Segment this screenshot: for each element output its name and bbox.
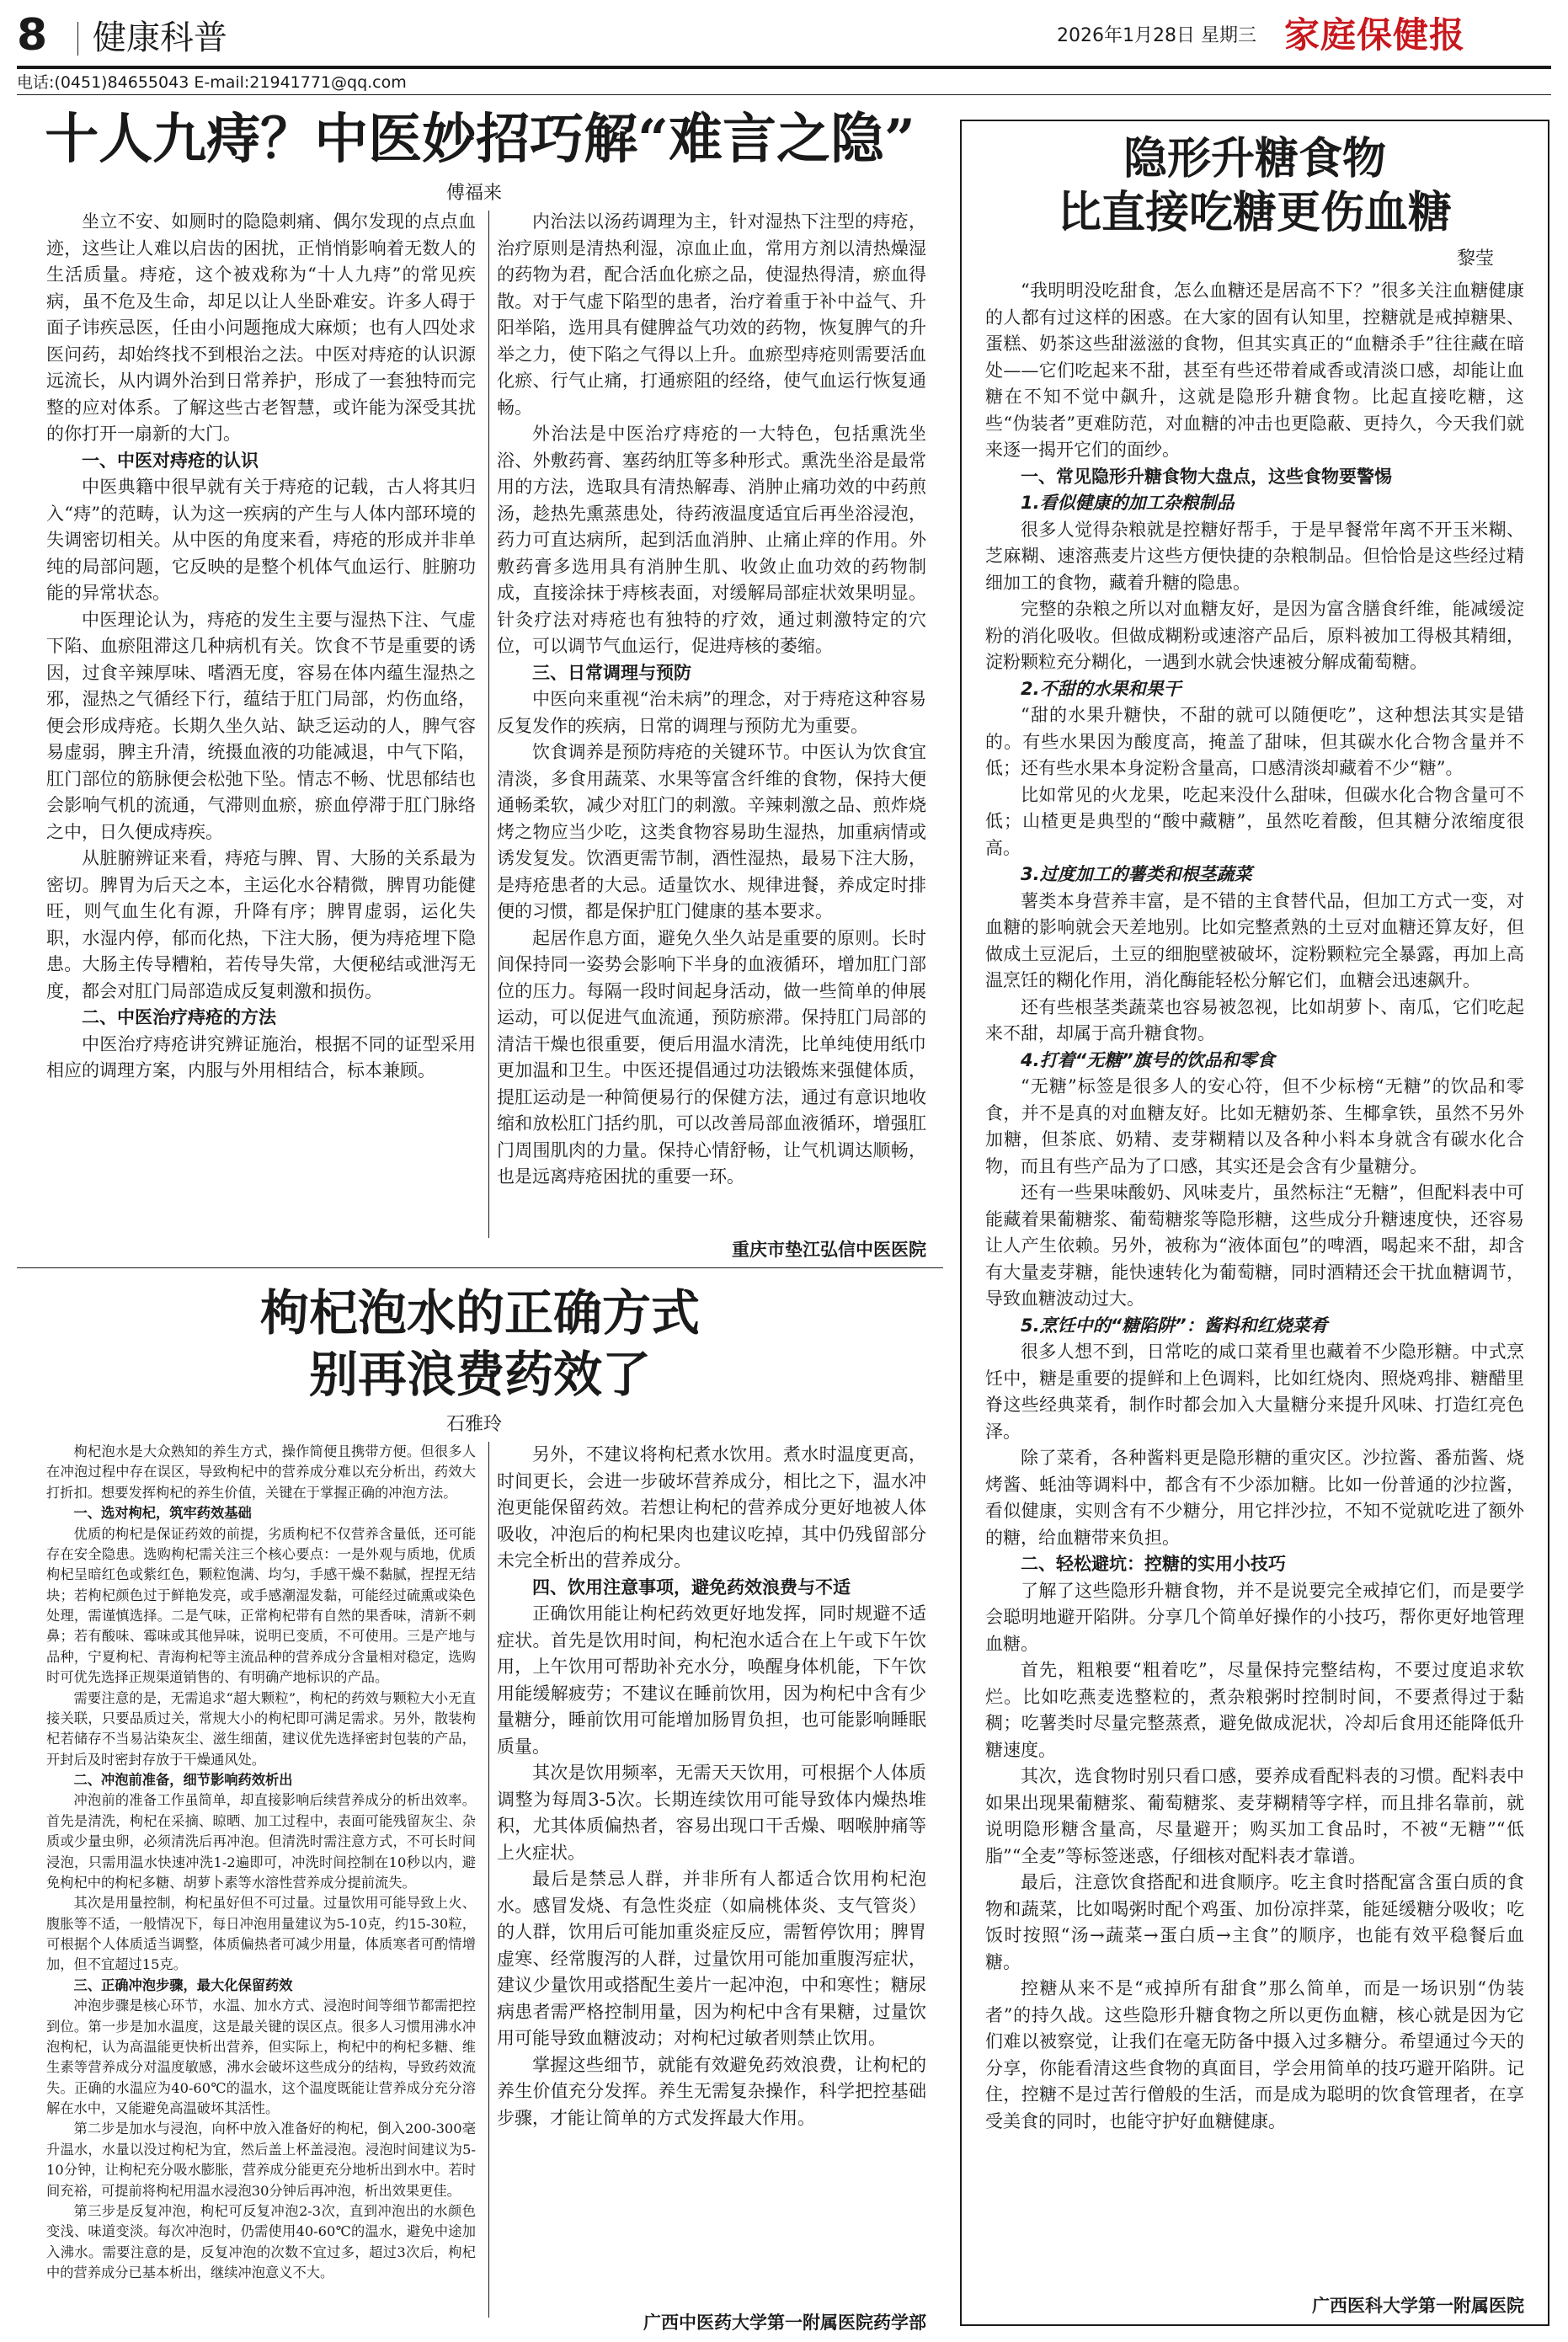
body-paragraph: 另外，不建议将枸杞煮水饮用。煮水时温度更高，时间更长，会进一步破坏营养成分，相比之下，温水冲泡更能保留药效。若想让枸杞的营养成分更好地被人体吸收，冲泡后的枸杞果肉也建议吃掉，其中仍残留部分未完全析出的营养成分。 xyxy=(497,1444,926,1571)
article1-column-left xyxy=(46,209,476,1245)
body-paragraph: 正确饮用能让枸杞药效更好地发挥，同时规避不适症状。首先是饮用时间，枸杞泡水适合在上午或下午饮用，上午饮用可帮助补充水分，唤醒身体机能，下午饮用能缓解疲劳；不建议在睡前饮用，因为枸杞中含有少量糖分，睡前饮用可能增加肠胃负担，也可能影响睡眠质量。 xyxy=(497,1603,926,1757)
body-paragraph: 最后是禁忌人群，并非所有人都适合饮用枸杞泡水。感冒发烧、有急性炎症（如扁桃体炎、支气管炎）的人群，饮用后可能加重炎症反应，需暂停饮用；脾胃虚寒、经常腹泻的人群，过量饮用可能加重腹泻症状，建议少量饮用或搭配生姜片一起冲泡，中和寒性；糖尿病患者需严格控制用量，因为枸杞中含有果糖，过量饮用可能导致血糖波动；对枸杞过敏者则禁止饮用。 xyxy=(497,1869,926,2048)
article1-affiliation: 重庆市垫江弘信中医医院 xyxy=(732,1240,926,1260)
body-paragraph: 冲泡步骤是核心环节，水温、加水方式、浸泡时间等细节都需把控到位。第一步是加水温度，这是最关键的误区点。很多人习惯用沸水冲泡枸杞，认为高温能更快析出营养，但实际上，枸杞中的枸杞多糖、维生素等营养成分对温度敏感，沸水会破坏这些成分的结构，导致药效流失。正确的水温应为40-60℃的温水，这个温度既能让营养成分充分溶解在水中，又能避免高温破坏其活性。 xyxy=(46,1998,476,2116)
body-paragraph: 其次是用量控制，枸杞虽好但不可过量。过量饮用可能导致上火、腹胀等不适，一般情况下，每日冲泡用量建议为5-10克，约15-30粒，可根据个人体质适当调整，体质偏热者可减少用量，体质寒者可酌情增加，但不宜超过15克。 xyxy=(46,1895,476,1973)
article3-title-line1: 隐形升糖食物 xyxy=(1123,133,1386,184)
body-paragraph: 除了菜肴，各种酱料更是隐形糖的重灾区。沙拉酱、番茄酱、烧烤酱、蚝油等调料中，都含有不少添加糖。比如一份普通的沙拉酱，看似健康，实则含有不少糖分，用它拌沙拉，不知不觉就吃进了额外的糖，给血糖带来负担。 xyxy=(985,1448,1524,1548)
article1-title: 十人九痔？中医妙招巧解“难言之隐” xyxy=(45,108,915,171)
subheading: 二、轻松避坑：控糖的实用小技巧 xyxy=(1021,1554,1286,1574)
article2-title-line1: 枸杞泡水的正确方式 xyxy=(259,1284,700,1342)
subheading: 5.烹饪中的“糖陷阱”：酱料和红烧菜肴 xyxy=(1021,1315,1328,1336)
header-divider xyxy=(77,22,78,56)
subheading: 2.不甜的水果和果干 xyxy=(1021,678,1181,699)
body-paragraph: 中医理论认为，痔疮的发生主要与湿热下注、气虚下陷、血瘀阻滞这几种病机有关。饮食不节是重要的诱因，过食辛辣厚味、嗜酒无度，容易在体内蕴生湿热之邪，湿热之气循经下行，蕴结于肛门局部，灼伤血络，便会形成痔疮。长期久坐久站、缺乏运动的人，脾气容易虚弱，脾主升清，统摄血液的功能减退，中气下陷，肛门部位的筋脉便会松弛下坠。情志不畅、忧思郁结也会影响气机的流通，气滞则血瘀，瘀血停滞于肛门脉络之中，日久便成痔疾。 xyxy=(46,609,476,842)
body-paragraph: 枸杞泡水是大众熟知的养生方式，操作简便且携带方便。但很多人在冲泡过程中存在误区，导致枸杞中的营养成分难以充分析出，药效大打折扣。想要发挥枸杞的养生价值，关键在于掌握正确的冲泡方法。 xyxy=(46,1443,476,1501)
subheading: 1.看似健康的加工杂粮制品 xyxy=(1021,493,1235,513)
body-paragraph: 冲泡前的准备工作虽简单，却直接影响后续营养成分的析出效率。首先是清洗，枸杞在采摘、晾晒、加工过程中，表面可能残留灰尘、杂质或少量虫卵，必须清洗后再冲泡。但清洗时需注意方式，不可长时间浸泡，只需用温水快速冲洗1-2遍即可，冲洗时间控制在10秒以内，避免枸杞中的枸杞多糖、胡萝卜素等水溶性营养成分提前流失。 xyxy=(46,1792,476,1891)
body-paragraph: 掌握这些细节，就能有效避免药效浪费，让枸杞的养生价值充分发挥。养生无需复杂操作，科学把控基础步骤，才能让简单的方式发挥最大作用。 xyxy=(497,2054,926,2128)
body-paragraph: 饮食调养是预防痔疮的关键环节。中医认为饮食宜清淡，多食用蔬菜、水果等富含纤维的食物，保持大便通畅柔软，减少对肛门的刺激。辛辣刺激之品、煎炸烧烤之物应当少吃，这类食物容易助生湿热，加重病情或诱发复发。饮酒更需节制，酒性湿热，最易下注大肠，是痔疮患者的大忌。适量饮水、规律进餐，养成定时排便的习惯，都是保护肛门健康的基本要求。 xyxy=(497,742,926,921)
body-paragraph: 坐立不安、如厕时的隐隐刺痛、偶尔发现的点点血迹，这些让人难以启齿的困扰，正悄悄影响着无数人的生活质量。痔疮，这个被戏称为“十人九痔”的常见疾病，虽不危及生命，却足以让人坐卧难安。许多人碍于面子讳疾忌医，任由小问题拖成大麻烦；也有人四处求医问药，却始终找不到根治之法。中医对痔疮的认识源远流长，从内调外治到日常养护，形成了一套独特而完整的应对体系。了解这些古老智慧，或许能为深受其扰的你打开一扇新的大门。 xyxy=(46,211,476,444)
page-number: 8 xyxy=(17,10,48,61)
issue-date: 2026年1月28日 星期三 xyxy=(1057,25,1256,46)
body-paragraph: 了解了这些隐形升糖食物，并不是说要完全戒掉它们，而是要学会聪明地避开陷阱。分享几个简单好操作的小技巧，帮你更好地管理血糖。 xyxy=(985,1580,1524,1654)
article2-affiliation: 广西中医药大学第一附属医院药学部 xyxy=(643,2313,926,2333)
body-paragraph: 需要注意的是，无需追求“超大颗粒”，枸杞的药效与颗粒大小无直接关联，只要品质过关，常规大小的枸杞即可满足需求。另外，散装枸杞若储存不当易沾染灰尘、滋生细菌，建议优先选择密封包装的产品，开封后及时密封存放于干燥通风处。 xyxy=(46,1689,476,1768)
article1-author: 傅福来 xyxy=(446,183,503,204)
subheading: 二、中医治疗痔疮的方法 xyxy=(82,1007,276,1027)
body-paragraph: 第三步是反复冲泡，枸杞可反复冲泡2-3次，直到冲泡出的水颜色变浅、味道变淡。每次冲泡时，仍需使用40-60℃的温水，避免中途加入沸水。需要注意的是，反复冲泡的次数不宜过多，超过3次后，枸杞中的营养成分已基本析出，继续冲泡意义不大。 xyxy=(46,2202,476,2281)
subheading: 一、选对枸杞，筑牢药效基础 xyxy=(73,1505,252,1522)
contact-rule xyxy=(17,94,1551,95)
body-paragraph: 中医治疗痔疮讲究辨证施治，根据不同的证型采用相应的调理方案，内服与外用相结合，标本兼顾。 xyxy=(46,1033,476,1080)
section-title: 健康科普 xyxy=(93,19,227,57)
body-paragraph: 最后，注意饮食搭配和进食顺序。吃主食时搭配富含蛋白质的食物和蔬菜，比如喝粥时配个鸡蛋、加份凉拌菜，能延缓糖分吸收；吃饭时按照“汤→蔬菜→蛋白质→主食”的顺序，也能有效平稳餐后血糖。 xyxy=(985,1872,1524,1972)
article1-column-divider xyxy=(488,211,489,1238)
subheading: 四、饮用注意事项，避免药效浪费与不适 xyxy=(532,1576,851,1598)
body-paragraph: 很多人想不到，日常吃的咸口菜肴里也藏着不少隐形糖。中式烹饪中，糖是重要的提鲜和上色调料，比如红烧肉、照烧鸡排、糖醋里脊这些经典菜肴，制作时都会加入大量糖分来提升风味、打造红亮色泽。 xyxy=(985,1342,1524,1442)
subheading: 3.过度加工的薯类和根茎蔬菜 xyxy=(1021,864,1252,884)
subheading: 三、正确冲泡步骤，最大化保留药效 xyxy=(73,1977,293,1993)
article2-author: 石雅玲 xyxy=(446,1414,503,1435)
subheading: 三、日常调理与预防 xyxy=(532,662,691,683)
body-paragraph: 中医典籍中很早就有关于痔疮的记载，古人将其归入“痔”的范畴，认为这一疾病的产生与人体内部环境的失调密切相关。从中医的角度来看，痔疮的形成并非单纯的局部问题，它反映的是整个机体气血运行、脏腑功能的异常状态。 xyxy=(46,477,476,603)
body-paragraph: 很多人觉得杂粮就是控糖好帮手，于是早餐常年离不开玉米糊、芝麻糊、速溶燕麦片这些方便快捷的杂粮制品。但恰恰是这些经过精细加工的食物，藏着升糖的隐患。 xyxy=(985,519,1524,593)
article2-column-left xyxy=(46,1442,476,2326)
article3-body xyxy=(985,278,1524,2282)
article3-title-line2: 比直接吃糖更伤血糖 xyxy=(1057,187,1452,238)
body-paragraph: “甜的水果升糖快，不甜的就可以随便吃”，这种想法其实是错的。有些水果因为酸度高，掩盖了甜味，但其碳水化合物含量并不低；还有些水果本身淀粉含量高，口感清淡却藏着不少“糖”。 xyxy=(985,705,1524,778)
article1-column-right xyxy=(497,209,926,1245)
body-paragraph: 优质的枸杞是保证药效的前提，劣质枸杞不仅营养含量低，还可能存在安全隐患。选购枸杞需关注三个核心要点：一是外观与质地，优质枸杞呈暗红色或紫红色，颗粒饱满、均匀，手感干燥不黏腻，捏捏无结块；若枸杞颜色过于鲜艳发亮，或手感潮湿发黏，可能经过硫熏或染色处理，需谨慎选择。二是气味，正常枸杞带有自然的果香味，清新不刺鼻；若有酸味、霉味或其他异味，说明已变质，不可使用。三是产地与品种，宁夏枸杞、青海枸杞等主流品种的营养成分含量相对稳定，选购时可优先选择正规渠道销售的、有明确产地标识的产品。 xyxy=(46,1525,476,1686)
subheading: 一、常见隐形升糖食物大盘点，这些食物要警惕 xyxy=(1021,466,1392,487)
body-paragraph: 从脏腑辨证来看，痔疮与脾、胃、大肠的关系最为密切。脾胃为后天之本，主运化水谷精微，脾胃功能健旺，则气血生化有源，升降有序；脾胃虚弱，运化失职，水湿内停，郁而化热，下注大肠，便为痔疮埋下隐患。大肠主传导糟粕，若传导失常，大便秘结或泄泻无度，都会对肛门局部造成反复刺激和损伤。 xyxy=(46,848,476,1001)
article2-column-divider xyxy=(488,1442,489,2318)
body-paragraph: “无糖”标签是很多人的安心符，但不少标榜“无糖”的饮品和零食，并不是真的对血糖友好。比如无糖奶茶、生椰拿铁，虽然不另外加糖，但茶底、奶精、麦芽糊精以及各种小料本身就含有碳水化合物，而且有些产品为了口感，其实还是会含有少量糖分。 xyxy=(985,1076,1524,1176)
body-paragraph: 起居作息方面，避免久坐久站是重要的原则。长时间保持同一姿势会影响下半身的血液循环，增加肛门部位的压力。每隔一段时间起身活动，做一些简单的伸展运动，可以促进气血流通，预防瘀滞。保持肛门局部的清洁干燥也很重要，便后用温水清洗，比单纯使用纸巾更加温和卫生。中医还提倡通过功法锻炼来强健体质，提肛运动是一种简便易行的保健方法，通过有意识地收缩和放松肛门括约肌，可以改善局部血液循环，增强肛门周围肌肉的力量。保持心情舒畅，让气机调达顺畅，也是远离痔疮困扰的重要一环。 xyxy=(497,927,926,1187)
contact-line: 电话:(0451)84655043 E-mail:21941771@qq.com xyxy=(17,73,407,92)
body-paragraph: 首先，粗粮要“粗着吃”，尽量保持完整结构，不要过度追求软烂。比如吃燕麦选整粒的，煮杂粮粥时控制时间，不要煮得过于黏稠；吃薯类时尽量完整蒸煮，避免做成泥状，冷却后食用还能降低升糖速度。 xyxy=(985,1660,1524,1760)
body-paragraph: 比如常见的火龙果，吃起来没什么甜味，但碳水化合物含量可不低；山楂更是典型的“酸中藏糖”，虽然吃着酸，但其糖分浓缩度很高。 xyxy=(985,784,1524,858)
body-paragraph: 第二步是加水与浸泡，向杯中放入准备好的枸杞，倒入200-300毫升温水，水量以没过枸杞为宜，然后盖上杯盖浸泡。浸泡时间建议为5-10分钟，让枸杞充分吸水膨胀，营养成分能更充分地析出到水中。若时间充裕，可提前将枸杞用温水浸泡30分钟后再冲泡，析出效果更佳。 xyxy=(46,2121,476,2199)
article2-column-right xyxy=(497,1442,926,2305)
body-paragraph: 还有些根茎类蔬菜也容易被忽视，比如胡萝卜、南瓜，它们吃起来不甜，却属于高升糖食物。 xyxy=(985,996,1524,1043)
article2-title-line2: 别再浪费药效了 xyxy=(308,1346,651,1403)
article3-author: 黎莹 xyxy=(1457,248,1495,269)
subheading: 一、中医对痔疮的认识 xyxy=(82,450,259,471)
article-separator xyxy=(17,1267,943,1268)
body-paragraph: 外治法是中医治疗痔疮的一大特色，包括熏洗坐浴、外敷药膏、塞药纳肛等多种形式。熏洗坐浴是最常用的方法，选取具有清热解毒、消肿止痛功效的中药煎汤，趁热先熏蒸患处，待药液温度适宜后再坐浴浸泡，药力可直达病所，起到活血消肿、止痛止痒的作用。外敷药膏多选用具有消肿生肌、收敛止血功效的药物制成，直接涂抹于痔核表面，对缓解局部症状效果明显。针灸疗法对痔疮也有独特的疗效，通过刺激特定的穴位，可以调节气血运行，促进痔核的萎缩。 xyxy=(497,424,926,656)
body-paragraph: 完整的杂粮之所以对血糖友好，是因为富含膳食纤维，能减缓淀粉的消化吸收。但做成糊粉或速溶产品后，原料被加工得极其精细，淀粉颗粒充分糊化，一遇到水就会快速被分解成葡萄糖。 xyxy=(985,599,1524,672)
body-paragraph: 内治法以汤药调理为主，针对湿热下注型的痔疮，治疗原则是清热利湿，凉血止血，常用方剂以清热燥湿的药物为君，配合活血化瘀之品，使湿热得清，瘀血得散。对于气虚下陷型的患者，治疗着重于补中益气、升阳举陷，选用具有健脾益气功效的药物，恢复脾气的升举之力，使下陷之气得以上升。血瘀型痔疮则需要活血化瘀、行气止痛，打通瘀阻的经络，使气血运行恢复通畅。 xyxy=(497,211,926,418)
subheading: 二、冲泡前准备，细节影响药效析出 xyxy=(73,1772,293,1788)
header-rule xyxy=(17,66,1551,69)
newspaper-name: 家庭保健报 xyxy=(1284,14,1466,56)
subheading: 4.打着“无糖”旗号的饮品和零食 xyxy=(1021,1049,1275,1070)
body-paragraph: 其次是饮用频率，无需天天饮用，可根据个人体质调整为每周3-5次。长期连续饮用可能导致体内燥热堆积，尤其体质偏热者，容易出现口干舌燥、咽喉肿痛等上火症状。 xyxy=(497,1763,926,1863)
body-paragraph: 其次，选食物时别只看口感，要养成看配料表的习惯。配料表中如果出现果葡糖浆、葡萄糖浆、麦芽糊精等字样，而且排名靠前，就说明隐形糖含量高，尽量避开；购买加工食品时，不被“无糖”“低脂”“全麦”等标签迷惑，仔细核对配料表才靠谱。 xyxy=(985,1766,1524,1866)
body-paragraph: 还有一些果味酸奶、风味麦片，虽然标注“无糖”，但配料表中可能藏着果葡糖浆、葡萄糖浆等隐形糖，这些成分升糖速度快，还容易让人产生依赖。另外，被称为“液体面包”的啤酒，喝起来不甜，却含有大量麦芽糖，能快速转化为葡萄糖，同时酒精还会干扰血糖调节，导致血糖波动过大。 xyxy=(985,1182,1524,1309)
body-paragraph: “我明明没吃甜食，怎么血糖还是居高不下？”很多关注血糖健康的人都有过这样的困惑。在大家的固有认知里，控糖就是戒掉糖果、蛋糕、奶茶这些甜滋滋的食物，但其实真正的“血糖杀手”往往藏在暗处——它们吃起来不甜，甚至有些还带着咸香或清淡口感，却能让血糖在不知不觉中飙升，这就是隐形升糖食物。比起直接吃糖，这些“伪装者”更难防范，对血糖的冲击也更隐蔽、更持久，今天我们就来逐一揭开它们的面纱。 xyxy=(985,280,1524,460)
body-paragraph: 薯类本身营养丰富，是不错的主食替代品，但加工方式一变，对血糖的影响就会天差地别。比如完整煮熟的土豆对血糖还算友好，但做成土豆泥后，土豆的细胞壁被破坏，淀粉颗粒完全暴露，再加上高温烹饪的糊化作用，消化酶能轻松分解它们，血糖会迅速飙升。 xyxy=(985,890,1524,990)
article3-affiliation: 广西医科大学第一附属医院 xyxy=(1312,2296,1524,2316)
body-paragraph: 控糖从来不是“戒掉所有甜食”那么简单，而是一场识别“伪装者”的持久战。这些隐形升糖食物之所以更伤血糖，核心就是因为它们难以被察觉，让我们在毫无防备中摄入过多糖分。希望通过今天的分享，你能看清这些食物的真面目，学会用简单的技巧避开陷阱。记住，控糖不是过苦行僧般的生活，而是成为聪明的饮食管理者，在享受美食的同时，也能守护好血糖健康。 xyxy=(985,1978,1524,2131)
body-paragraph: 中医向来重视“治未病”的理念，对于痔疮这种容易反复发作的疾病，日常的调理与预防尤为重要。 xyxy=(497,689,926,736)
